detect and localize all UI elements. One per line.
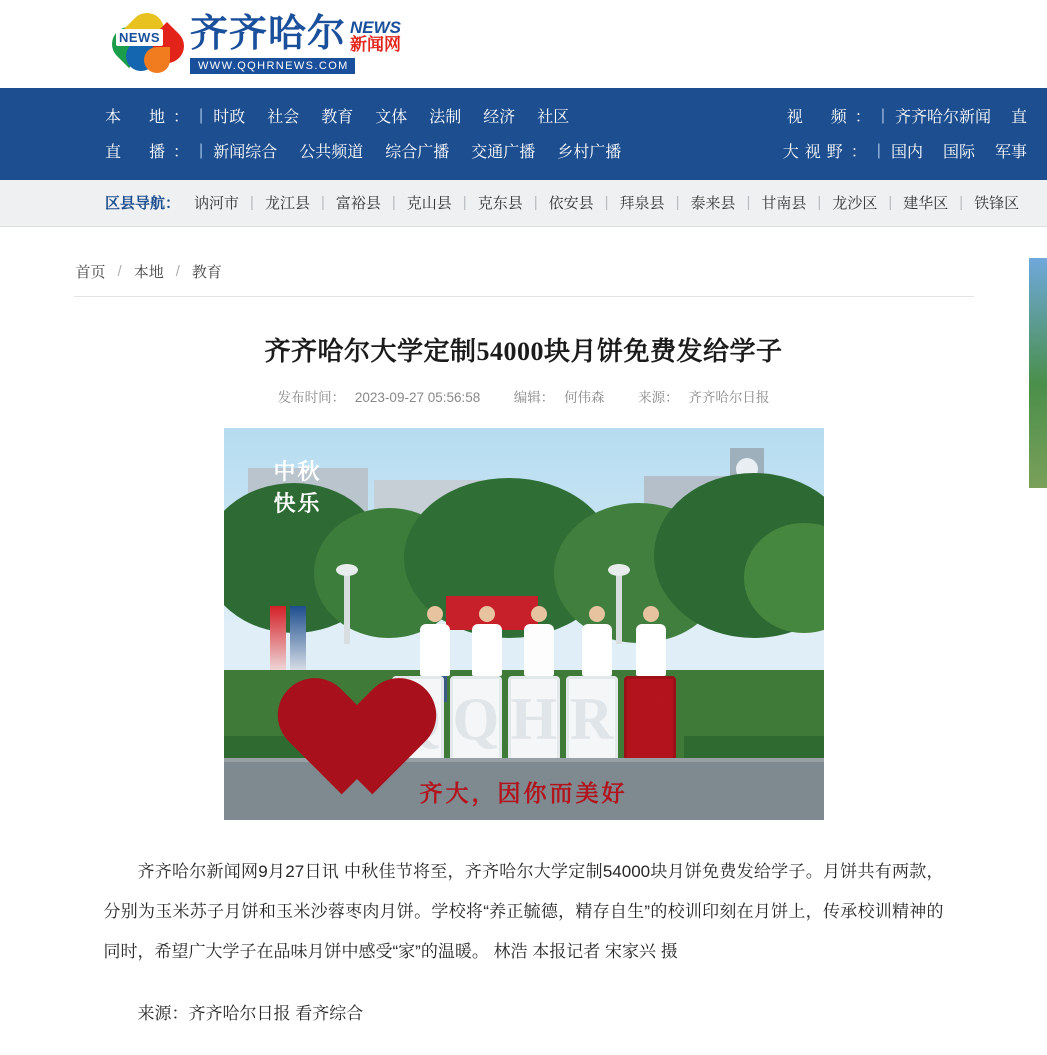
site-header <box>0 0 1047 88</box>
county-item-gannan[interactable]: 甘南县 <box>761 195 807 212</box>
photo-letter-r: R <box>566 676 618 762</box>
content-area <box>74 227 974 1034</box>
breadcrumb-item-local[interactable]: 本地 <box>133 264 164 281</box>
nav-local-label: 本 地 <box>105 109 172 126</box>
photo-heart-text <box>258 456 338 520</box>
nav-item-xinwenzonghe[interactable]: 新闻综合 <box>213 144 278 161</box>
county-item-fuyu[interactable]: 富裕县 <box>335 195 381 212</box>
county-nav-title: 区县导航： <box>105 195 181 212</box>
nav-live-label: 直 播 <box>105 144 172 161</box>
nav-item-shehui[interactable]: 社会 <box>267 109 300 126</box>
breadcrumb-separator: / <box>117 263 122 280</box>
nav-live-colon: ： <box>173 144 190 161</box>
county-divider: | <box>533 194 538 211</box>
article-meta <box>74 386 974 406</box>
county-divider: | <box>604 194 609 211</box>
nav-item-junshi[interactable]: 军事 <box>994 144 1027 161</box>
page-title: 齐齐哈尔大学定制54000块月饼免费发给学子 <box>264 337 783 366</box>
photo-letter-q2: Q <box>450 676 502 762</box>
county-item-jianhua[interactable]: 建华区 <box>903 195 949 212</box>
main-navigation <box>0 88 1047 180</box>
nav-item-wenti[interactable]: 文体 <box>375 109 408 126</box>
article-photo <box>224 428 824 820</box>
breadcrumb-item-home[interactable]: 首页 <box>75 264 106 281</box>
nav-item-jiaoyu[interactable]: 教育 <box>321 109 354 126</box>
photo-street-lamp <box>616 574 622 644</box>
photo-slogan-text: 齐大，因你而美好 <box>419 781 628 806</box>
county-navigation <box>0 180 1047 227</box>
side-image-sliver <box>1029 258 1047 488</box>
logo-news-word: NEWS <box>350 17 402 37</box>
logo-text <box>190 12 402 74</box>
source-value: 齐齐哈尔日报 <box>688 390 770 405</box>
article-body <box>104 852 944 1034</box>
nav-item-xiangcunguangbo[interactable]: 乡村广播 <box>557 144 622 161</box>
nav-bigview-divider: | <box>876 141 881 159</box>
nav-video-label: 视 频 <box>786 109 853 126</box>
county-divider: | <box>320 194 325 211</box>
county-item-yian[interactable]: 依安县 <box>548 195 594 212</box>
nav-item-guoji[interactable]: 国际 <box>942 144 975 161</box>
nav-video-divider: | <box>880 106 885 124</box>
photo-letter-h: H <box>508 676 560 762</box>
article-paragraph: 齐齐哈尔新闻网9月27日讯 中秋佳节将至，齐齐哈尔大学定制54000块月饼免费发给学子。月饼共有两款，分别为玉米苏子月饼和玉米沙蓉枣肉月饼。学校将“养正毓德，精存自生”的校训印刻在月饼上，传承校训精神的同时，希望广大学子在品味月饼中感受“家”的温暖。 林浩 本报记者 宋家兴 摄 <box>103 862 944 961</box>
nav-item-jingji[interactable]: 经济 <box>483 109 516 126</box>
nav-item-qqhr-news[interactable]: 齐齐哈尔新闻 <box>894 109 991 126</box>
breadcrumb-item-education[interactable]: 教育 <box>191 264 222 281</box>
nav-item-fazhi[interactable]: 法制 <box>429 109 462 126</box>
county-divider: | <box>462 194 467 211</box>
county-item-longsha[interactable]: 龙沙区 <box>832 195 878 212</box>
logo-news-badge: NEWS <box>116 29 163 46</box>
county-item-longjiang[interactable]: 龙江县 <box>264 195 310 212</box>
county-divider: | <box>391 194 396 211</box>
breadcrumb <box>74 253 974 297</box>
nav-item-shequ[interactable]: 社区 <box>537 109 570 126</box>
site-logo[interactable] <box>110 13 401 75</box>
publish-time-label: 发布时间： <box>277 390 346 405</box>
nav-local-colon: ： <box>173 109 190 126</box>
county-divider: | <box>817 194 822 211</box>
nav-bigview-colon: ： <box>850 144 867 161</box>
nav-item-zongheguangbo[interactable]: 综合广播 <box>385 144 450 161</box>
nav-row-local <box>0 98 1047 133</box>
logo-chinese-suffix: 新闻网 <box>350 34 402 54</box>
nav-item-live-truncated[interactable]: 直 <box>1010 109 1027 126</box>
county-item-kedong[interactable]: 克东县 <box>477 195 523 212</box>
county-item-nehe[interactable]: 讷河市 <box>194 195 240 212</box>
county-divider: | <box>250 194 254 211</box>
nav-item-gonggongpindao[interactable]: 公共频道 <box>299 144 364 161</box>
logo-flower-icon <box>110 13 184 75</box>
county-divider: | <box>888 194 893 211</box>
nav-bigview-label: 大视野 <box>782 144 849 161</box>
photo-heart-sign <box>252 630 394 758</box>
nav-item-jiaotongguangbo[interactable]: 交通广播 <box>471 144 536 161</box>
publish-time-value: 2023-09-27 05:56:58 <box>354 390 481 405</box>
editor-label: 编辑： <box>513 390 555 405</box>
editor-value: 何伟森 <box>564 390 605 405</box>
article-source-line: 来源：齐齐哈尔日报 看齐综合 <box>137 1003 364 1023</box>
photo-letter-u: U <box>624 676 676 762</box>
nav-item-guonei[interactable]: 国内 <box>890 144 923 161</box>
logo-chinese-name: 齐齐哈尔 <box>190 12 347 55</box>
photo-letter-q1: Q <box>392 676 444 762</box>
nav-local-divider: | <box>199 106 204 124</box>
county-item-baiquan[interactable]: 拜泉县 <box>619 195 665 212</box>
logo-url: WWW.QQHRNEWS.COM <box>190 58 355 74</box>
county-item-tailai[interactable]: 泰来县 <box>690 195 736 212</box>
county-divider: | <box>959 194 964 211</box>
county-item-tiefeng[interactable]: 铁锋区 <box>974 195 1020 212</box>
nav-row-live <box>0 133 1047 168</box>
county-divider: | <box>675 194 680 211</box>
photo-heart-line1: 中秋 <box>273 459 322 484</box>
county-divider: | <box>746 194 751 211</box>
nav-item-zhengzhi[interactable]: 时政 <box>213 109 246 126</box>
county-item-keshan[interactable]: 克山县 <box>406 195 452 212</box>
nav-video-colon: ： <box>854 109 871 126</box>
photo-heart-line2: 快乐 <box>273 490 322 516</box>
breadcrumb-separator: / <box>175 263 180 280</box>
source-label: 来源： <box>638 390 679 405</box>
nav-live-divider: | <box>199 141 204 159</box>
